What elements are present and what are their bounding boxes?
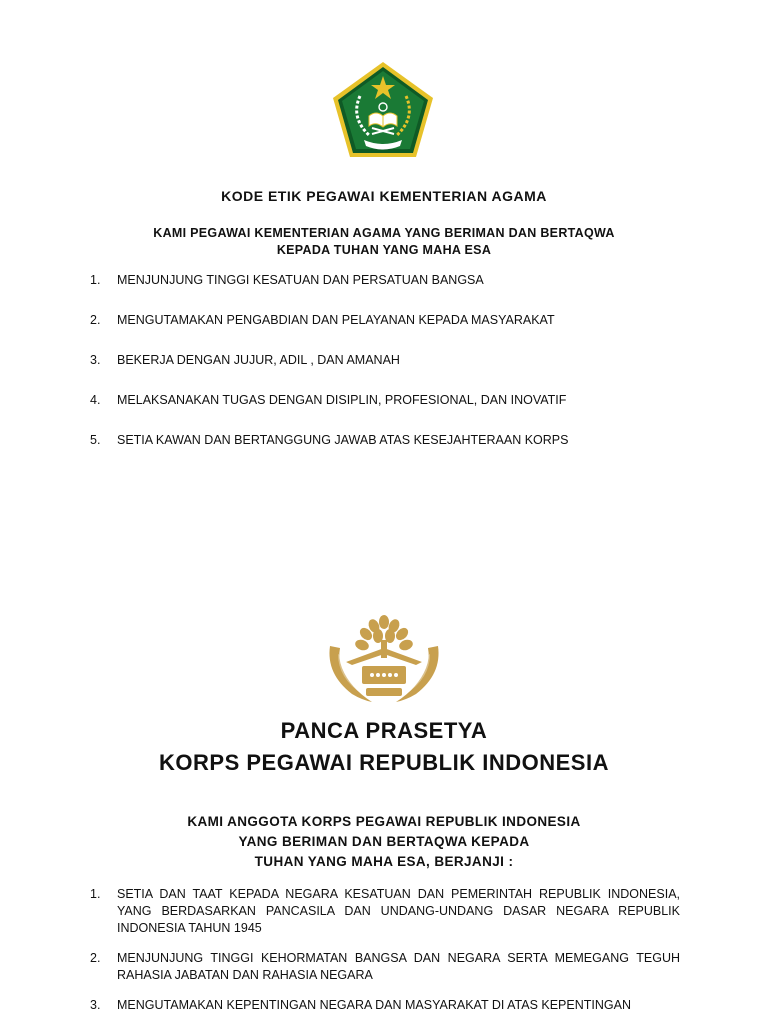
subtitle-line: KAMI PEGAWAI KEMENTERIAN AGAMA YANG BERIMAN DAN BERTAQWA: [153, 226, 615, 240]
item-text: SETIA KAWAN DAN BERTANGGUNG JAWAB ATAS KESEJAHTERAAN KORPS: [117, 433, 569, 447]
kode-etik-title: KODE ETIK PEGAWAI KEMENTERIAN AGAMA: [221, 188, 547, 204]
kode-etik-list: [90, 273, 680, 473]
intro-line: KAMI ANGGOTA KORPS PEGAWAI REPUBLIK INDONESIA: [187, 814, 581, 829]
list-item: [90, 950, 680, 984]
intro-line: TUHAN YANG MAHA ESA, BERJANJI :: [254, 854, 514, 869]
list-item: [90, 886, 680, 937]
item-number: 3.: [90, 998, 101, 1012]
item-text: MENJUNJUNG TINGGI KESATUAN DAN PERSATUAN BANGSA: [117, 273, 484, 287]
item-text: MENGUTAMAKAN KEPENTINGAN NEGARA DAN MASYARAKAT DI ATAS KEPENTINGAN: [117, 998, 631, 1012]
item-number: 1.: [90, 887, 101, 901]
item-number: 5.: [90, 433, 101, 447]
item-number: 2.: [90, 313, 101, 327]
kode-etik-subtitle: [0, 225, 768, 259]
panca-prasetya-list: [90, 886, 680, 1027]
item-number: 2.: [90, 951, 101, 965]
item-text: BEKERJA DENGAN JUJUR, ADIL , DAN AMANAH: [117, 353, 400, 367]
item-number: 4.: [90, 393, 101, 407]
list-item: [90, 393, 680, 433]
item-number: 1.: [90, 273, 101, 287]
korpri-title: KORPS PEGAWAI REPUBLIK INDONESIA: [159, 750, 609, 775]
item-number: 3.: [90, 353, 101, 367]
item-text: MENGUTAMAKAN PENGABDIAN DAN PELAYANAN KEPADA MASYARAKAT: [117, 313, 555, 327]
list-item: [90, 273, 680, 313]
list-item: [90, 433, 680, 473]
item-text: MELAKSANAKAN TUGAS DENGAN DISIPLIN, PROFESIONAL, DAN INOVATIF: [117, 393, 567, 407]
list-item: [90, 997, 680, 1014]
panca-prasetya-title: PANCA PRASETYA: [280, 718, 488, 743]
list-item: [90, 353, 680, 393]
kemenag-logo-icon: [330, 60, 436, 160]
panca-prasetya-intro: [0, 812, 768, 872]
list-item: [90, 313, 680, 353]
subtitle-line: KEPADA TUHAN YANG MAHA ESA: [276, 243, 492, 257]
korpri-logo-icon: [322, 612, 446, 712]
item-text: MENJUNJUNG TINGGI KEHORMATAN BANGSA DAN NEGARA SERTA MEMEGANG TEGUH RAHASIA JABATAN DAN RAHASIA NEGARA: [117, 951, 680, 982]
intro-line: YANG BERIMAN DAN BERTAQWA KEPADA: [238, 834, 530, 849]
item-text: SETIA DAN TAAT KEPADA NEGARA KESATUAN DAN PEMERINTAH REPUBLIK INDONESIA, YANG BERDASARKAN PANCASILA DAN UNDANG-UNDANG DASAR NEGARA REPUBLIK INDONESIA TAHUN 1945: [117, 887, 680, 935]
